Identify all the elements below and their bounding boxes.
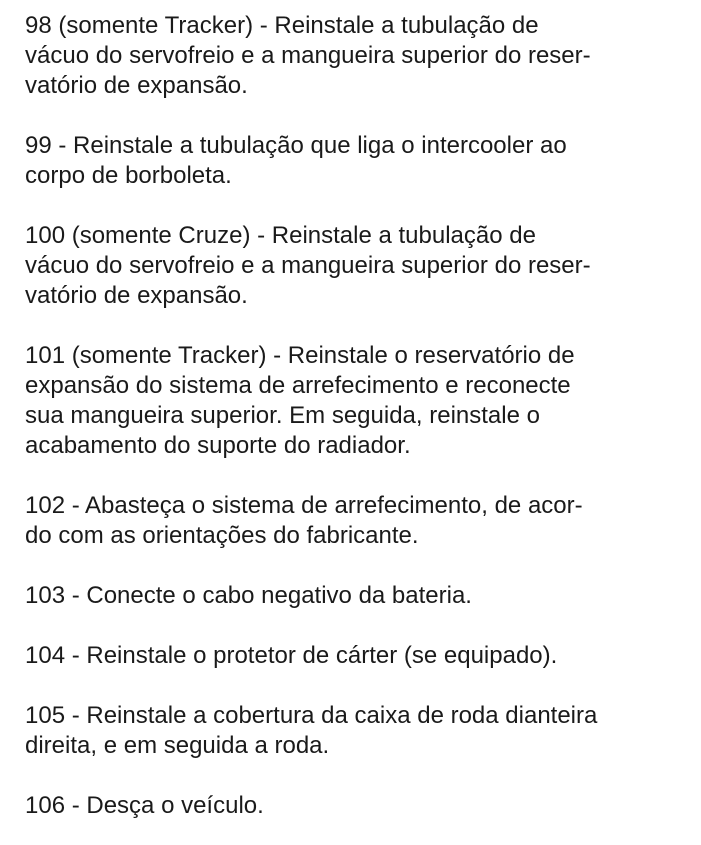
- step-98: 98 (somente Tracker) - Reinstale a tubulação de vácuo do servofreio e a mangueira superior do reser- vatório de expansão.: [25, 12, 591, 99]
- step-102: 102 - Abasteça o sistema de arrefecimento, de acor- do com as orientações do fabricante.: [25, 492, 583, 549]
- step-100: 100 (somente Cruze) - Reinstale a tubulação de vácuo do servofreio e a mangueira superior do reser- vatório de expansão.: [25, 222, 591, 309]
- step-105: 105 - Reinstale a cobertura da caixa de roda dianteira direita, e em seguida a roda.: [25, 702, 598, 759]
- step-104: 104 - Reinstale o protetor de cárter (se equipado).: [25, 642, 558, 669]
- step-103: 103 - Conecte o cabo negativo da bateria.: [25, 582, 472, 609]
- step-106: 106 - Desça o veículo.: [25, 792, 264, 819]
- instruction-page: [25, 11, 645, 821]
- step-101: 101 (somente Tracker) - Reinstale o reservatório de expansão do sistema de arrefecimento e reconecte sua mangueira superior. Em seguida, reinstale o acabamento do suporte do radiador.: [25, 342, 575, 459]
- step-99: 99 - Reinstale a tubulação que liga o intercooler ao corpo de borboleta.: [25, 132, 567, 189]
